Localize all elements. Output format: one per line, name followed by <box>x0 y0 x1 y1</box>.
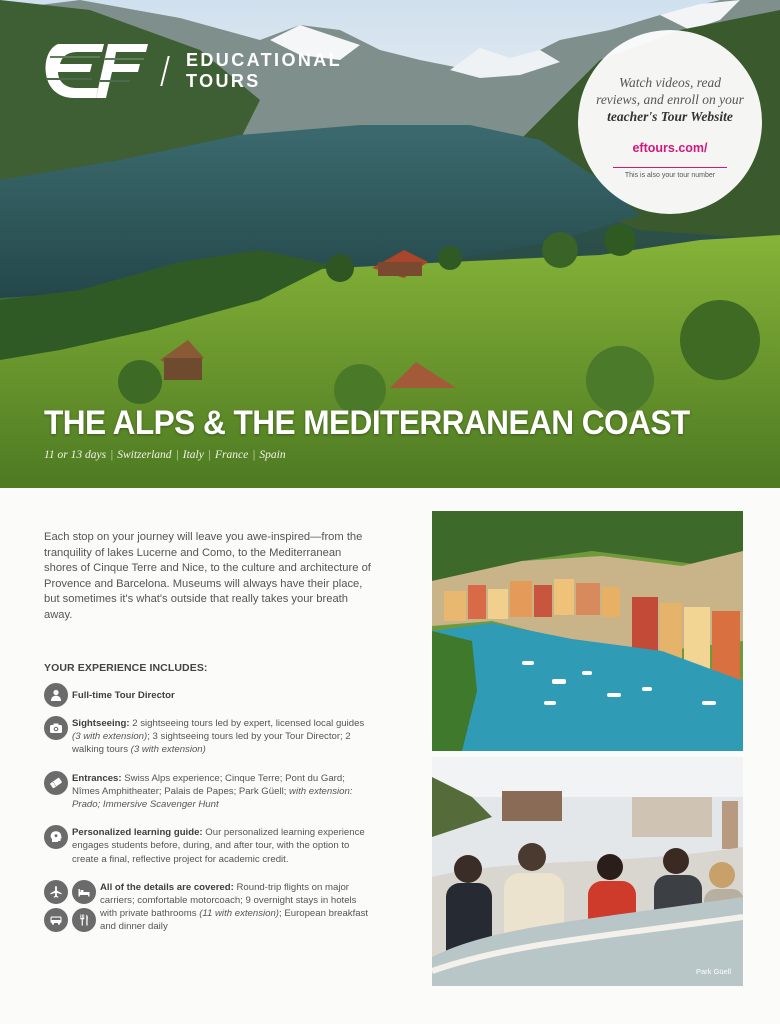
tour-director-title: Full-time Tour Director <box>72 689 175 701</box>
airplane-icon <box>44 880 68 904</box>
experience-item-sightseeing <box>44 716 374 757</box>
experience-item-entrances <box>44 771 374 812</box>
logo-divider <box>160 56 169 86</box>
experience-item-details <box>44 880 374 934</box>
entrances-text: Swiss Alps experience; Cinque Terre; Pont du Gard; Nîmes Amphitheater; Palais de Papes; Park Güell; <box>72 772 345 797</box>
brand-name-line2: TOURS <box>186 71 261 91</box>
experience-item-learning-guide <box>44 825 374 866</box>
sightseeing-title: Sightseeing: <box>72 718 130 729</box>
details-text-2: ; European breakfast and dinner daily <box>100 908 369 933</box>
entrances-extension: with extension: Prado; Immersive Scavenger Hunt <box>72 785 353 811</box>
bubble-lead-line2: reviews, and enroll on your <box>596 92 744 107</box>
tour-country: Spain <box>259 449 286 461</box>
ef-logo-mark <box>44 40 150 102</box>
park-guell-caption: Park Güell <box>695 967 731 976</box>
tour-number-rule <box>613 167 727 168</box>
tour-country: Italy <box>182 449 204 461</box>
details-text: Round-trip flights on major carriers; comfortable motorcoach; 9 overnight stays in hotels with private bathrooms <box>100 881 357 920</box>
tour-country: France <box>214 449 249 461</box>
motorcoach-bus-icon <box>44 908 68 932</box>
sightseeing-text-2: ; 3 sightseeing tours led by your Tour Director; 2 walking tours <box>72 731 351 756</box>
details-title: All of the details are covered: <box>100 881 234 893</box>
person-icon <box>44 683 68 707</box>
details-extension: (11 with extension) <box>199 908 279 920</box>
sightseeing-text: 2 sightseeing tours led by expert, licensed local guides <box>129 718 365 729</box>
tour-country: Switzerland <box>117 449 172 461</box>
tour-number-note: This is also your tour number <box>624 172 716 179</box>
ticket-icon <box>44 771 68 795</box>
ef-logo <box>44 40 342 102</box>
harbor-illustration <box>432 511 743 751</box>
intro-paragraph: Each stop on your journey will leave you awe-inspired—from the tranquility of lakes Lucerne and Como, to the Mediterranean shores of Cinque Terre and Nice, to the culture and architecture of Provence and Barcelona. Museums will always have their place, but sometimes it's what's outside that really takes your breath away. <box>44 531 371 621</box>
tour-duration: 11 or 13 days <box>44 449 107 461</box>
tour-website-link[interactable]: eftours.com/ <box>632 141 708 155</box>
learning-guide-text: Our personalized learning experience engages students before, during, and after tour, with the option to create a final, reflective project for academic credit. <box>72 827 365 865</box>
sightseeing-extension: (3 with extension) <box>72 731 148 743</box>
brand-name-line1: EDUCATIONAL <box>186 50 343 70</box>
park-guell-illustration <box>432 757 743 986</box>
park-guell-photo <box>432 757 743 986</box>
portofino-harbor-photo <box>432 511 743 751</box>
bubble-lead-text <box>578 74 762 125</box>
fork-knife-icon <box>72 908 96 932</box>
hotel-bed-icon <box>72 880 96 904</box>
sightseeing-extension-2: (3 with extension) <box>130 744 206 756</box>
experience-list <box>44 684 374 934</box>
camera-icon <box>44 716 68 740</box>
details-icon-group <box>44 880 96 932</box>
bubble-lead-line1: Watch videos, read <box>618 75 722 90</box>
tour-subtitle: 11 or 13 days | Switzerland | Italy | France | Spain <box>44 449 286 461</box>
head-learning-icon <box>44 825 68 849</box>
tour-title: THE ALPS & THE MEDITERRANEAN COAST <box>44 404 690 442</box>
brand-name <box>186 50 342 92</box>
experience-item-tour-director <box>44 684 374 706</box>
learning-guide-title: Personalized learning guide: <box>72 827 203 839</box>
experience-heading: YOUR EXPERIENCE INCLUDES: <box>44 662 208 674</box>
entrances-title: Entrances: <box>72 772 122 784</box>
tour-website-bubble <box>578 30 762 214</box>
bubble-lead-line3: teacher's Tour Website <box>607 109 733 124</box>
hero-image <box>0 0 780 488</box>
